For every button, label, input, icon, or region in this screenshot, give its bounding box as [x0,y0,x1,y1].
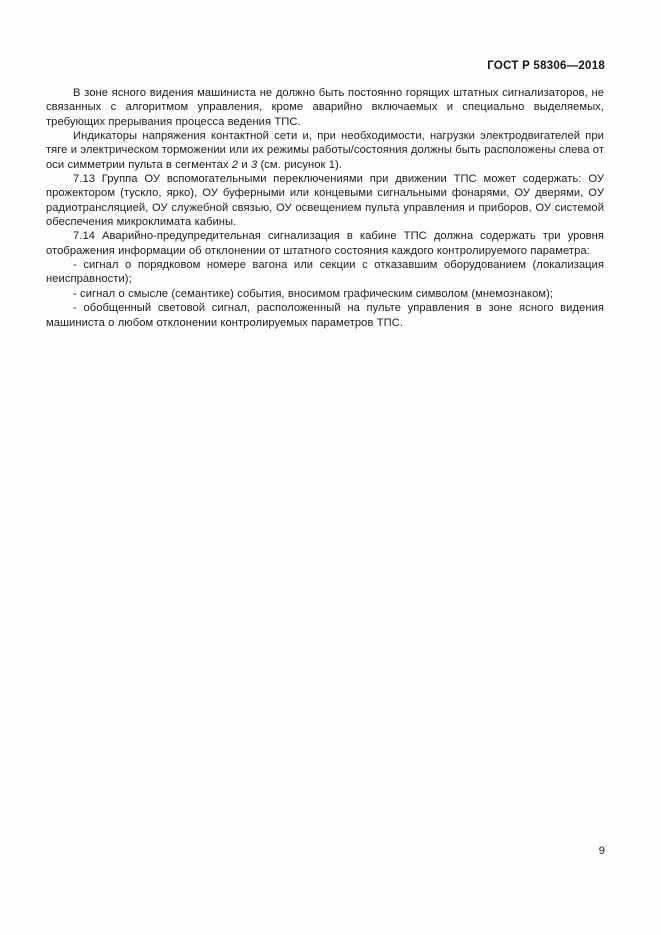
segment-number-3: 3 [250,158,258,171]
list-item-event-semantics: - сигнал о смысле (семантике) события, вносимом графическим символом (мнемознаком); [73,287,554,300]
paragraph-text-middle: и [238,158,251,171]
paragraph-clear-vision-zone: В зоне ясного видения машиниста не должно быть постоянно горящих штатных сигнализаторов, не связанных с алгоритмом управления, кроме аварийно включаемых и специально выделяемых, требующих прерывания процесса ведения ТПС. [46,87,604,128]
running-header-standard-number: ГОСТ Р 58306—2018 [487,60,605,72]
paragraph-clause-7-13: 7.13 Группа ОУ вспомогательными переключениями при движении ТПС может содержать: ОУ прожектором (тускло, ярко), ОУ буферными или концевыми сигнальными фонарями, ОУ дверями, ОУ радиотрансляцией, ОУ служебной связью, ОУ освещением пульта управления и приборов, ОУ системой обеспечения микроклимата кабины. [46,173,604,229]
list-item-fault-localization: - сигнал о порядковом номере вагона или секции с отказавшим оборудованием (локализация неисправности); [46,259,604,286]
page-number: 9 [598,845,605,857]
paragraph-contact-network-indicators [46,129,604,172]
paragraph-text-after: (см. рисунок 1). [257,158,342,171]
body-text-block [46,86,604,330]
list-item-general-light-signal: - обобщенный световой сигнал, расположенный на пульте управления в зоне ясного видения машиниста о любом отклонении контролируемых параметров ТПС. [46,302,604,329]
paragraph-clause-7-14: 7.14 Аварийно-предупредительная сигнализация в кабине ТПС должна содержать три уровня отображения информации об отклонении от штатного состояния каждого контролируемого параметра: [46,230,604,257]
paragraph-text-before: Индикаторы напряжения контактной сети и, при необходимости, нагрузки электродвигателей при тяге и электрическом торможении или их режимы работы/состояния должны быть расположены слева от оси симметрии пульта в сегментах [46,130,604,171]
segment-number-2: 2 [231,158,239,171]
